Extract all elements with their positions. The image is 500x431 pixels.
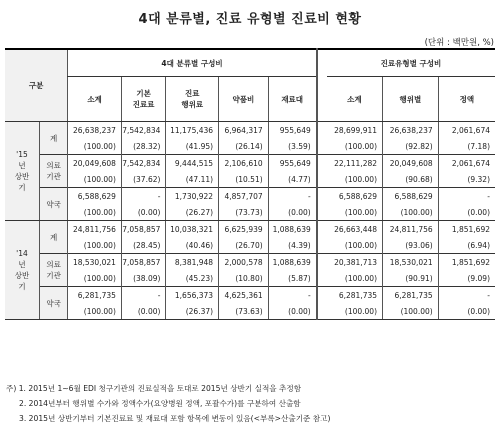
percent-cell: (0.00)	[438, 204, 495, 221]
footnote: 주) 1. 2015년 1~6월 EDI 청구기관의 진료실적을 토대로 2015년 상반기 실적을 추정함	[6, 384, 302, 393]
amount-cell: 6,588,629	[327, 188, 383, 205]
percent-cell: (92.82)	[383, 138, 439, 155]
group-gap	[317, 287, 327, 304]
percent-cell: (73.73)	[219, 204, 269, 221]
percent-cell: (10.51)	[219, 171, 269, 188]
amount-cell: 7,542,834	[121, 122, 166, 139]
amount-cell: -	[121, 287, 166, 304]
amount-cell: 10,038,321	[166, 221, 219, 238]
percent-cell: (7.18)	[438, 138, 495, 155]
amount-cell: 4,857,707	[219, 188, 269, 205]
amount-cell: 955,649	[268, 155, 317, 172]
percent-cell: (100.00)	[68, 204, 122, 221]
percent-cell: (90.68)	[383, 171, 439, 188]
table-row	[5, 303, 495, 320]
footnotes	[6, 381, 330, 426]
amount-cell: 1,851,692	[438, 254, 495, 271]
amount-cell: 7,058,857	[121, 221, 166, 238]
percent-cell: (100.00)	[327, 204, 383, 221]
group-gap	[317, 122, 327, 139]
percent-cell: (9.09)	[438, 270, 495, 287]
column-header: 기본 진료료	[121, 77, 166, 122]
percent-cell: (0.00)	[268, 303, 317, 320]
percent-cell: (37.62)	[121, 171, 166, 188]
amount-cell: 1,088,639	[268, 221, 317, 238]
amount-cell: 18,530,021	[68, 254, 122, 271]
group-gap	[317, 155, 327, 172]
amount-cell: -	[268, 287, 317, 304]
amount-cell: -	[438, 287, 495, 304]
percent-cell: (3.59)	[268, 138, 317, 155]
amount-cell: -	[438, 188, 495, 205]
percent-cell: (100.00)	[68, 237, 122, 254]
group-gap	[317, 303, 327, 320]
footnote: 2. 2014년부터 행위별 수가와 정액수가(요양병원 정액, 포괄수가)를 구분하여 산출함	[19, 399, 301, 408]
percent-cell: (90.91)	[383, 270, 439, 287]
row-label: 계	[39, 221, 67, 254]
amount-cell: 1,851,692	[438, 221, 495, 238]
percent-cell: (100.00)	[344, 273, 378, 283]
amount-cell: 26,663,448	[327, 221, 383, 238]
amount-cell: 2,061,674	[438, 122, 495, 139]
percent-cell: (10.80)	[219, 270, 269, 287]
row-label: 약국	[39, 188, 67, 221]
percent-cell: (26.37)	[166, 303, 219, 320]
amount-cell: 20,381,713	[327, 254, 383, 271]
percent-cell: (28.32)	[121, 138, 166, 155]
table-row	[5, 138, 495, 155]
percent-cell: (9.32)	[438, 171, 495, 188]
cost-table	[5, 48, 495, 320]
group-gap	[317, 237, 327, 254]
amount-cell: 2,061,674	[438, 155, 495, 172]
amount-cell: 24,811,756	[68, 221, 122, 238]
amount-cell: -	[121, 188, 166, 205]
column-header: 소계	[68, 77, 122, 122]
column-header: 약품비	[219, 77, 269, 122]
page-title: 4대 분류별, 진료 유형별 진료비 현황	[138, 12, 362, 27]
percent-cell: (100.00)	[383, 303, 439, 320]
amount-cell: 6,588,629	[383, 188, 439, 205]
table-row	[5, 237, 495, 254]
table-body	[5, 122, 495, 320]
group-gap	[317, 171, 327, 188]
period-label: '15 년 상반 기	[5, 122, 39, 221]
amount-cell: 955,649	[268, 122, 317, 139]
amount-cell: 26,638,237	[383, 122, 439, 139]
percent-cell: (47.11)	[166, 171, 219, 188]
amount-cell: 6,625,939	[219, 221, 269, 238]
percent-cell: (0.00)	[121, 303, 166, 320]
header-category: 구분	[5, 49, 68, 122]
percent-cell: (26.27)	[166, 204, 219, 221]
percent-cell: (100.00)	[68, 138, 122, 155]
amount-cell: 9,444,515	[166, 155, 219, 172]
group-gap	[317, 138, 327, 155]
amount-cell: 11,175,436	[166, 122, 219, 139]
percent-cell: (100.00)	[327, 303, 383, 320]
amount-cell: 6,281,735	[383, 287, 439, 304]
percent-cell: (28.45)	[121, 237, 166, 254]
percent-cell: (100.00)	[68, 303, 122, 320]
amount-cell: 4,625,361	[219, 287, 269, 304]
group-gap	[317, 204, 327, 221]
table-row	[5, 204, 495, 221]
amount-cell: -	[268, 188, 317, 205]
amount-cell: 18,530,021	[383, 254, 439, 271]
group-gap	[317, 49, 327, 122]
amount-cell: 6,281,735	[68, 287, 122, 304]
table-row	[5, 155, 495, 172]
amount-cell: 2,000,578	[219, 254, 269, 271]
percent-cell: (100.00)	[344, 174, 378, 184]
percent-cell: (100.00)	[344, 141, 378, 151]
percent-cell: (6.94)	[438, 237, 495, 254]
amount-cell: 22,111,282	[327, 155, 383, 172]
percent-cell: (0.00)	[438, 303, 495, 320]
percent-cell: (100.00)	[383, 204, 439, 221]
amount-cell: 20,049,608	[383, 155, 439, 172]
row-label: 의료 기관	[39, 155, 67, 188]
footnote: 3. 2015년 상반기부터 기본진료료 및 재료대 포함 항목에 변동이 있음(<부록>산출기준 참고)	[19, 414, 331, 423]
percent-cell: (100.00)	[68, 270, 122, 287]
percent-cell: (100.00)	[68, 171, 122, 188]
row-label: 의료 기관	[39, 254, 67, 287]
amount-cell: 20,049,608	[68, 155, 122, 172]
amount-cell: 1,656,373	[166, 287, 219, 304]
column-header: 진료 행위료	[166, 77, 219, 122]
header-group1: 4대 분류별 구성비	[68, 49, 317, 77]
percent-cell: (93.06)	[383, 237, 439, 254]
table-row	[5, 188, 495, 205]
amount-cell: 6,964,317	[219, 122, 269, 139]
percent-cell: (26.14)	[219, 138, 269, 155]
percent-cell: (0.00)	[121, 204, 166, 221]
header-cols-row	[5, 77, 495, 122]
table-row	[5, 287, 495, 304]
column-header: 재료대	[268, 77, 317, 122]
percent-cell: (41.95)	[166, 138, 219, 155]
percent-cell: (100.00)	[344, 240, 378, 250]
amount-cell: 28,699,911	[327, 122, 383, 139]
percent-cell: (5.87)	[268, 270, 317, 287]
percent-cell: (0.00)	[268, 204, 317, 221]
amount-cell: 1,730,922	[166, 188, 219, 205]
amount-cell: 6,281,735	[327, 287, 383, 304]
table-row	[5, 270, 495, 287]
group-gap	[317, 270, 327, 287]
amount-cell: 24,811,756	[383, 221, 439, 238]
percent-cell: (73.63)	[219, 303, 269, 320]
table-row	[5, 221, 495, 238]
unit-label: (단위 : 백만원, %)	[424, 38, 494, 48]
amount-cell: 7,542,834	[121, 155, 166, 172]
table-row	[5, 122, 495, 139]
column-header: 소계	[327, 77, 383, 122]
group-gap	[317, 188, 327, 205]
amount-cell: 26,638,237	[68, 122, 122, 139]
row-label: 계	[39, 122, 67, 155]
row-label: 약국	[39, 287, 67, 320]
group-gap	[317, 221, 327, 238]
group-gap	[317, 254, 327, 271]
percent-cell: (26.70)	[219, 237, 269, 254]
column-header: 행위별	[383, 77, 439, 122]
header-group2: 진료유형별 구성비	[327, 49, 495, 77]
percent-cell: (4.39)	[268, 237, 317, 254]
amount-cell: 7,058,857	[121, 254, 166, 271]
amount-cell: 8,381,948	[166, 254, 219, 271]
amount-cell: 2,106,610	[219, 155, 269, 172]
percent-cell: (38.09)	[121, 270, 166, 287]
table-row	[5, 254, 495, 271]
amount-cell: 6,588,629	[68, 188, 122, 205]
percent-cell: (4.77)	[268, 171, 317, 188]
column-header: 정액	[438, 77, 495, 122]
percent-cell: (45.23)	[166, 270, 219, 287]
table-row	[5, 171, 495, 188]
percent-cell: (40.46)	[166, 237, 219, 254]
amount-cell: 1,088,639	[268, 254, 317, 271]
period-label: '14 년 상반 기	[5, 221, 39, 320]
